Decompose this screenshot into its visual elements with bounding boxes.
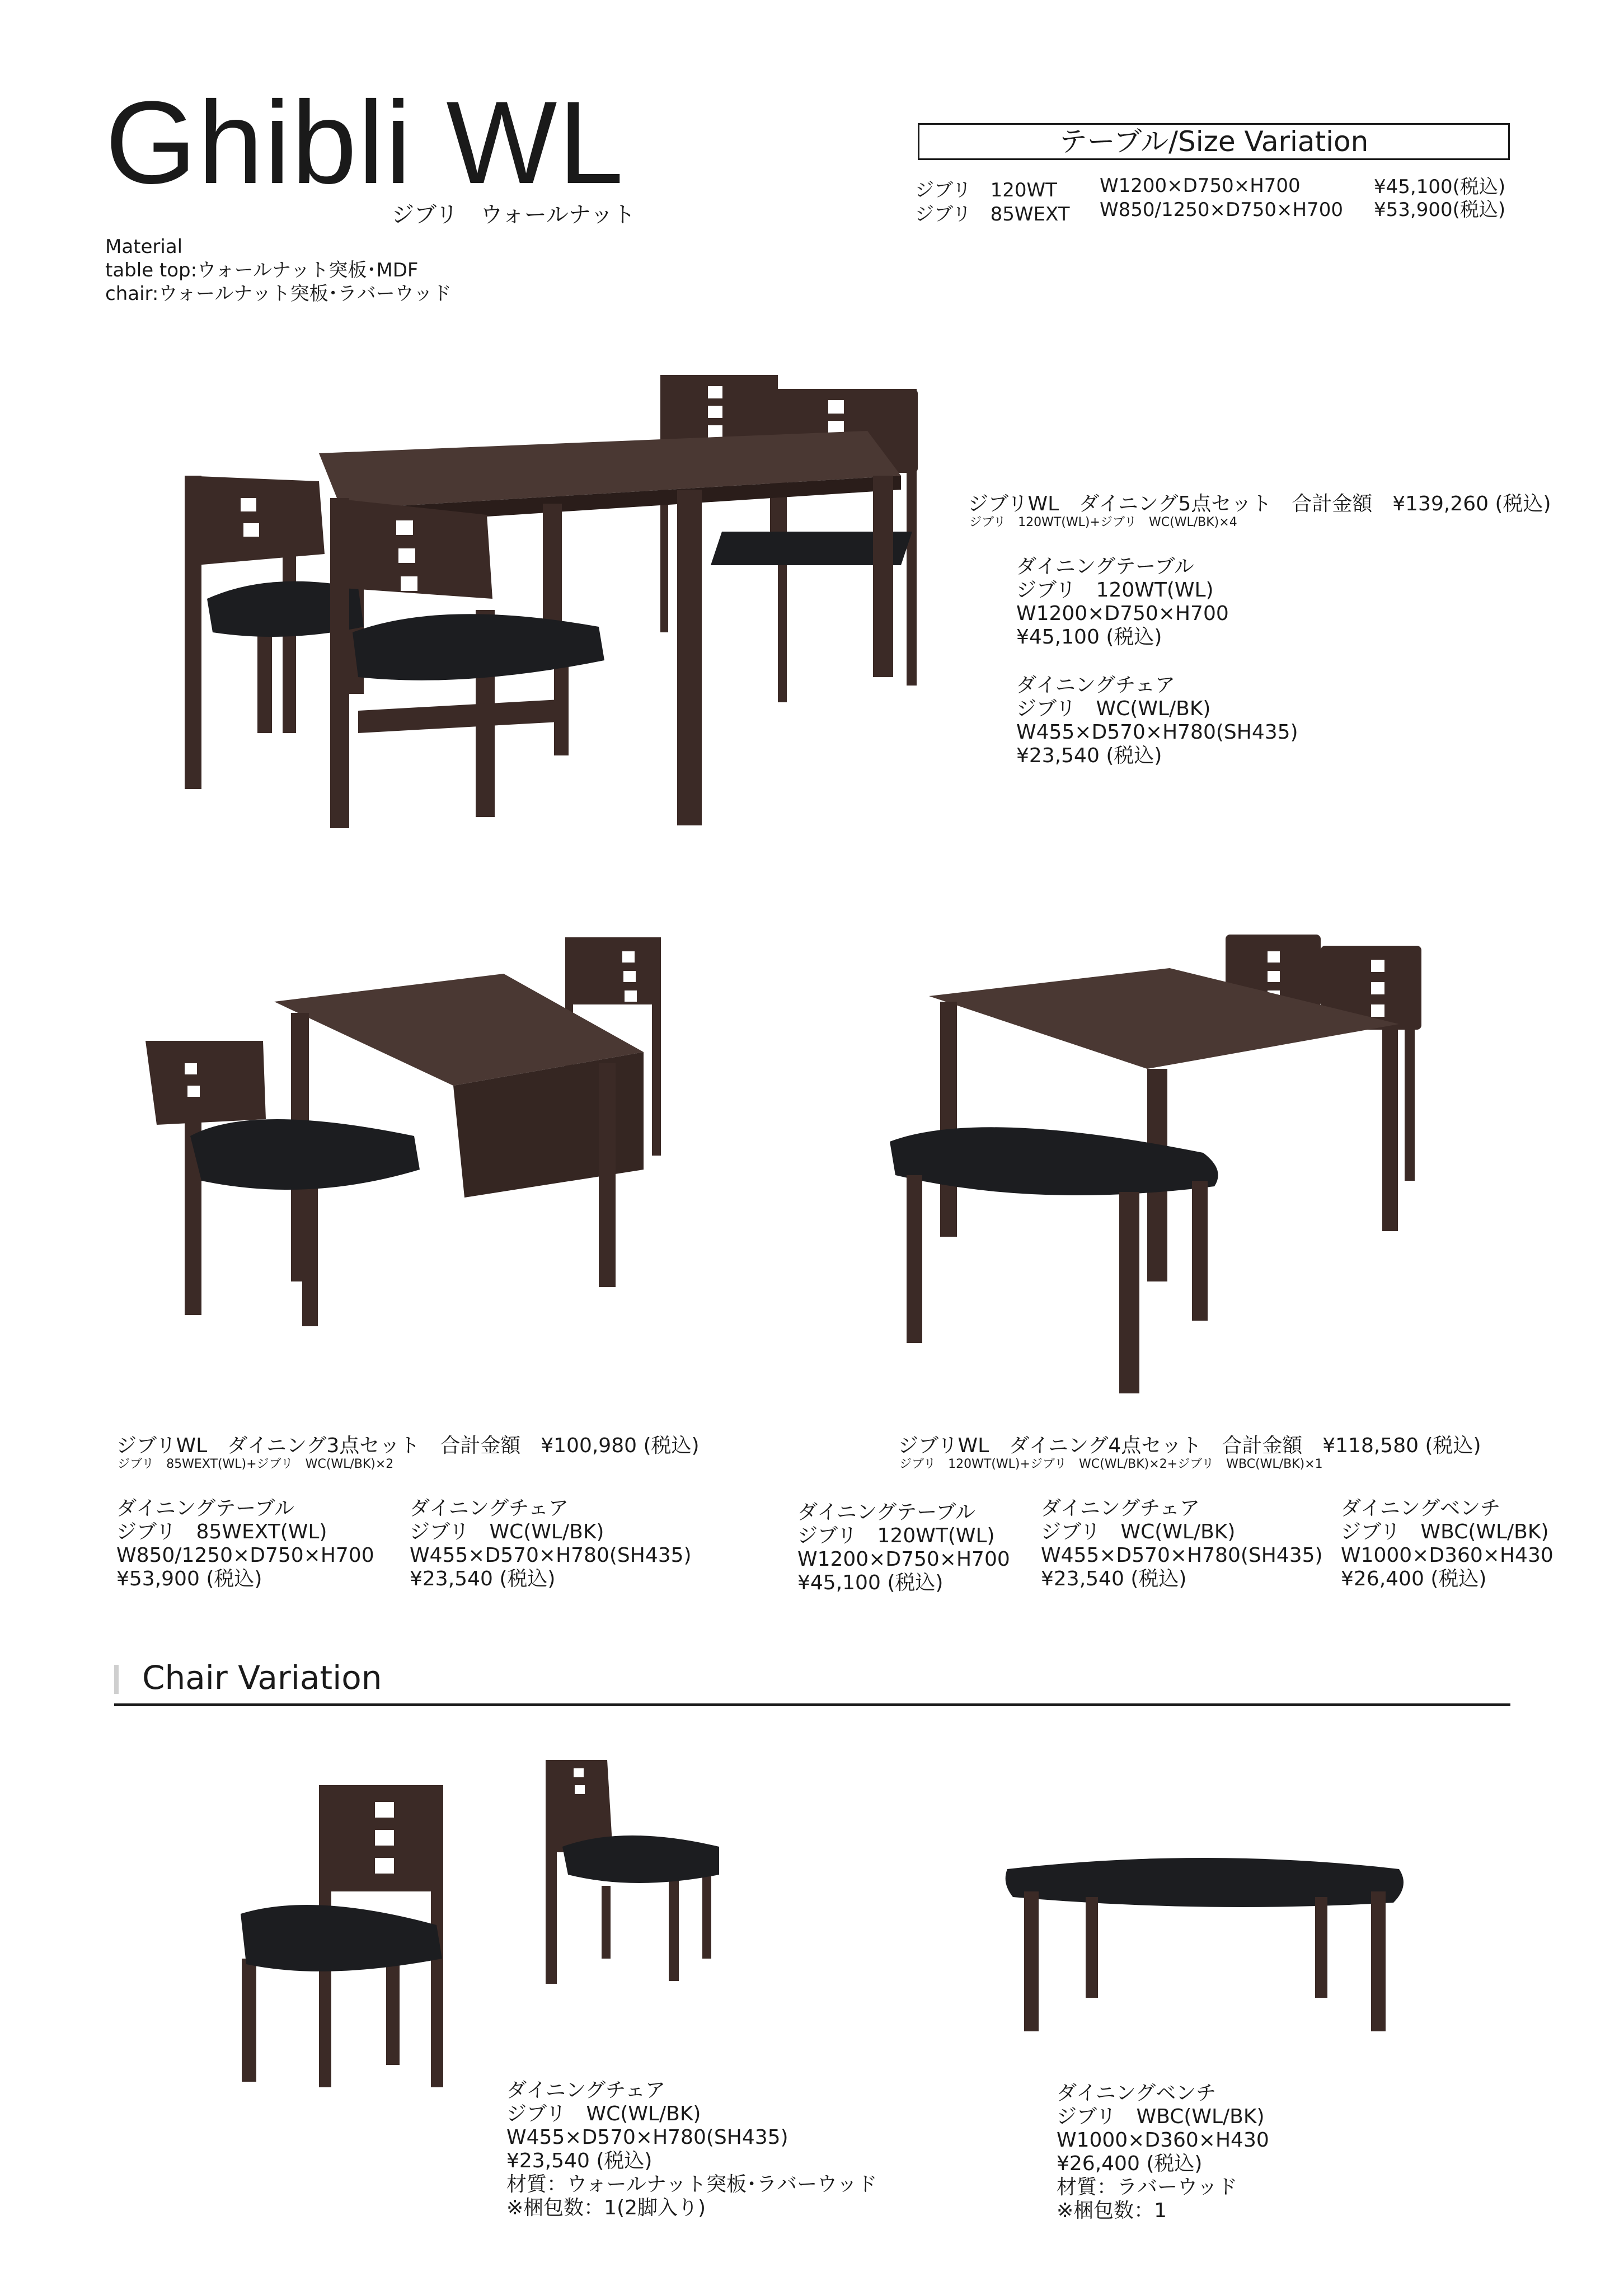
- set4-chair-spec: [1041, 1497, 1323, 1591]
- spec-package: ※梱包数：1(2脚入り): [506, 2196, 706, 2219]
- size-row: [915, 199, 1514, 226]
- spec-line: W455×D570×H780(SH435): [410, 1544, 692, 1567]
- spec-line: W1000×D360×H430: [1057, 2129, 1269, 2152]
- spec-line: W850/1250×D750×H700: [116, 1544, 374, 1567]
- size-variation-heading: テーブル/Size Variation: [918, 123, 1510, 160]
- spec-line: ダイニングテーブル: [1016, 555, 1194, 578]
- page-title: Ghibli WL: [105, 77, 625, 208]
- spec-price: ¥26,400 (税込): [1341, 1567, 1487, 1590]
- spec-line: W1200×D750×H700: [1016, 602, 1229, 625]
- spec-line: ジブリ WC(WL/BK): [506, 2102, 701, 2125]
- spec-price: ¥23,540 (税込): [1041, 1567, 1187, 1590]
- section-marker: [114, 1665, 119, 1694]
- set4-subtitle: ジブリ 120WT(WL)+ジブリ WC(WL/BK)×2+ジブリ WBC(WL/BK)×1: [899, 1457, 1323, 1471]
- spec-material: 材質：ラバーウッド: [1057, 2176, 1238, 2199]
- spec-price: ¥26,400 (税込): [1057, 2152, 1203, 2175]
- chair-side-photo: [540, 1757, 730, 1992]
- spec-line: ジブリ 120WT(WL): [1016, 579, 1214, 602]
- spec-package: ※梱包数：1: [1057, 2199, 1167, 2222]
- spec-line: ジブリ 85WEXT(WL): [116, 1520, 327, 1543]
- set4-table-spec: [797, 1501, 1010, 1595]
- chair-front-photo: [235, 1780, 470, 2093]
- material-chair: chair:ウォールナット突板･ラバーウッド: [105, 283, 452, 305]
- spec-price: ¥45,100 (税込): [797, 1571, 944, 1594]
- size-row-name: ジブリ 120WT: [915, 179, 1057, 201]
- material-info: [105, 235, 452, 306]
- chair-variation-heading: Chair Variation: [142, 1659, 382, 1697]
- set3-chair-spec: [410, 1497, 692, 1591]
- spec-line: W1000×D360×H430: [1341, 1544, 1553, 1567]
- set3-subtitle: ジブリ 85WEXT(WL)+ジブリ WC(WL/BK)×2: [118, 1457, 394, 1471]
- spec-price: ¥23,540 (税込): [506, 2149, 653, 2172]
- spec-price: ¥53,900 (税込): [116, 1567, 262, 1590]
- spec-line: ダイニングチェア: [1041, 1497, 1200, 1520]
- set5-subtitle: ジブリ 120WT(WL)+ジブリ WC(WL/BK)×4: [969, 515, 1237, 529]
- set5-table-spec: [1016, 555, 1229, 649]
- spec-line: ダイニングチェア: [410, 1497, 569, 1520]
- page-subtitle: ジブリ ウォールナット: [392, 202, 636, 228]
- spec-line: ジブリ WBC(WL/BK): [1057, 2105, 1265, 2128]
- spec-line: ジブリ WC(WL/BK): [1041, 1520, 1236, 1543]
- spec-line: ダイニングベンチ: [1341, 1497, 1501, 1520]
- spec-line: W1200×D750×H700: [797, 1548, 1010, 1571]
- set4-title: ジブリWL ダイニング4点セット 合計金額 ¥118,580 (税込): [898, 1434, 1481, 1457]
- set3-title: ジブリWL ダイニング3点セット 合計金額 ¥100,980 (税込): [116, 1434, 700, 1457]
- dining-4pc-set-photo: [867, 929, 1433, 1405]
- bench-photo: [1002, 1852, 1410, 2043]
- size-row-price: ¥45,100(税込): [1374, 176, 1506, 198]
- set4-bench-spec: [1341, 1497, 1553, 1591]
- size-row-price: ¥53,900(税込): [1374, 199, 1506, 221]
- spec-line: ジブリ 120WT(WL): [797, 1524, 995, 1547]
- spec-line: ダイニングテーブル: [797, 1501, 975, 1524]
- section-divider: [114, 1703, 1510, 1706]
- spec-line: ダイニングチェア: [506, 2079, 666, 2102]
- dining-3pc-set-photo: [140, 935, 688, 1326]
- size-row-name: ジブリ 85WEXT: [915, 203, 1070, 226]
- spec-line: ダイニングテーブル: [116, 1497, 294, 1520]
- material-table-top: table top:ウォールナット突板･MDF: [105, 259, 419, 281]
- size-row-size: W1200×D750×H700: [1100, 175, 1301, 197]
- spec-price: ¥23,540 (税込): [1016, 744, 1162, 767]
- set3-table-spec: [116, 1497, 374, 1591]
- material-label: Material: [105, 236, 183, 258]
- chair-variation-chair-spec: [506, 2079, 877, 2220]
- dining-5pc-set-photo: [173, 364, 940, 845]
- spec-line: ダイニングチェア: [1016, 674, 1176, 697]
- spec-line: ジブリ WC(WL/BK): [1016, 697, 1211, 720]
- spec-line: W455×D570×H780(SH435): [506, 2126, 788, 2149]
- set5-chair-spec: [1016, 674, 1298, 768]
- spec-line: ダイニングベンチ: [1057, 2082, 1217, 2105]
- spec-line: ジブリ WC(WL/BK): [410, 1520, 604, 1543]
- spec-price: ¥23,540 (税込): [410, 1567, 556, 1590]
- set5-title: ジブリWL ダイニング5点セット 合計金額 ¥139,260 (税込): [968, 492, 1551, 515]
- spec-material: 材質：ウォールナット突板･ラバーウッド: [506, 2173, 877, 2196]
- spec-line: ジブリ WBC(WL/BK): [1341, 1520, 1549, 1543]
- spec-line: W455×D570×H780(SH435): [1041, 1544, 1323, 1567]
- spec-price: ¥45,100 (税込): [1016, 626, 1162, 649]
- spec-line: W455×D570×H780(SH435): [1016, 721, 1298, 744]
- chair-variation-bench-spec: [1057, 2082, 1269, 2223]
- size-row-size: W850/1250×D750×H700: [1100, 199, 1344, 221]
